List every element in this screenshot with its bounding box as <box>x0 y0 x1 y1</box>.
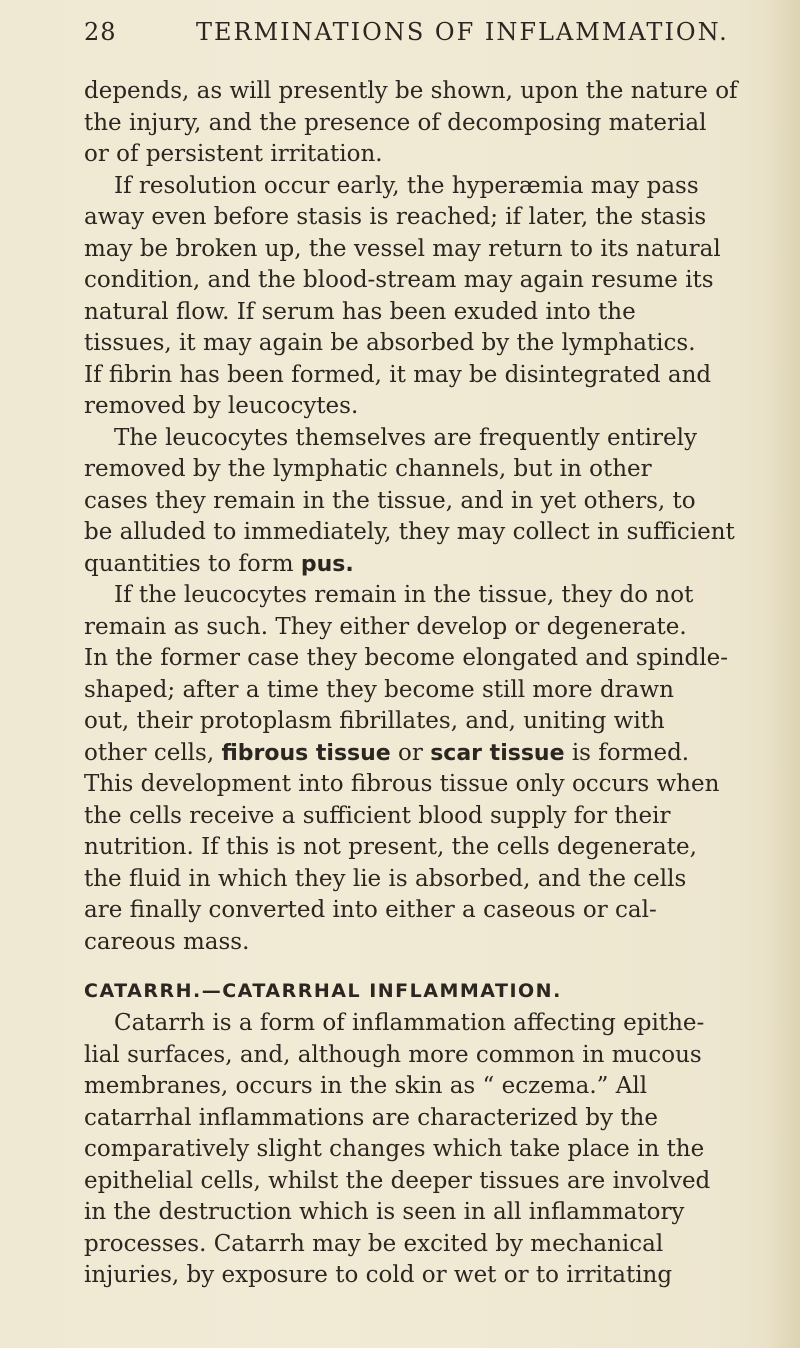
running-title: TERMINATIONS OF INFLAMMATION. <box>196 18 729 46</box>
text-line: If the leucocytes remain in the tissue, they do not <box>114 582 694 608</box>
text-line: nutrition. If this is not present, the cells degenerate, <box>84 834 697 860</box>
text-line: are finally converted into either a caseous or cal- <box>84 897 657 923</box>
text-line: shaped; after a time they become still more drawn <box>84 676 674 703</box>
text-line: be alluded to immediately, they may collect in sufficient <box>84 519 735 545</box>
text-line: out, their protoplasm fibrillates, and, uniting with <box>84 708 665 734</box>
text-line: remain as such. They either develop or degenerate. <box>84 613 687 640</box>
text-line: catarrhal inflammations are characterized by the <box>84 1104 658 1131</box>
term-fibrous-tissue: fibrous tissue <box>221 740 391 766</box>
text-line: membranes, occurs in the skin as “ eczema.” All <box>84 1073 648 1099</box>
body-text <box>84 76 774 1292</box>
text-line: the injury, and the presence of decomposing material <box>84 109 707 136</box>
text-line: may be broken up, the vessel may return to its natural <box>84 235 721 262</box>
text-line: In the former case they become elongated and spindle- <box>84 645 729 671</box>
text-line: depends, as will presently be shown, upon the nature of <box>84 78 738 104</box>
text-line: processes. Catarrh may be excited by mechanical <box>84 1230 664 1257</box>
text-line: in the destruction which is seen in all inflammatory <box>84 1199 685 1225</box>
fibrous-line-middle: or <box>390 739 431 766</box>
term-pus: pus. <box>300 551 354 577</box>
fibrous-line-prefix: other cells, <box>84 739 222 766</box>
text-line: If fibrin has been formed, it may be disintegrated and <box>84 361 712 388</box>
text-line: the cells receive a sufficient blood supply for their <box>84 802 671 829</box>
running-head <box>84 18 764 50</box>
paragraph-leucocytes <box>84 423 774 581</box>
text-line-pus <box>84 549 774 581</box>
text-line: removed by the lymphatic channels, but in other <box>84 456 652 482</box>
page-edge-shading <box>772 0 800 1348</box>
paragraph-catarrh <box>84 1008 774 1292</box>
text-line-fibrous <box>84 738 774 770</box>
text-line: epithelial cells, whilst the deeper tissues are involved <box>84 1167 711 1194</box>
paragraph-resolution <box>84 76 774 423</box>
text-line: cases they remain in the tissue, and in yet others, to <box>84 487 696 514</box>
paragraph-fibrous <box>84 580 774 958</box>
text-line: The leucocytes themselves are frequently entirely <box>114 424 697 451</box>
text-line: careous mass. <box>84 928 250 955</box>
page-number: 28 <box>84 18 117 46</box>
text-line: This development into fibrous tissue only occurs when <box>84 771 720 797</box>
pus-line-prefix: quantities to form <box>84 550 301 577</box>
text-line: or of persistent irritation. <box>84 141 383 167</box>
section-heading: CATARRH.—CATARRHAL INFLAMMATION. <box>84 980 562 1002</box>
term-scar-tissue: scar tissue <box>430 740 565 766</box>
text-line: condition, and the blood-stream may again resume its <box>84 267 714 293</box>
text-line: removed by leucocytes. <box>84 393 359 419</box>
text-line: injuries, by exposure to cold or wet or to irritating <box>84 1262 673 1288</box>
text-line: comparatively slight changes which take place in the <box>84 1136 705 1162</box>
text-line: lial surfaces, and, although more common in mucous <box>84 1041 702 1068</box>
text-line: the fluid in which they lie is absorbed, and the cells <box>84 865 687 892</box>
fibrous-line-suffix: is formed. <box>564 739 690 766</box>
text-line: away even before stasis is reached; if later, the stasis <box>84 204 707 230</box>
text-line: tissues, it may again be absorbed by the lymphatics. <box>84 330 696 356</box>
text-line: natural flow. If serum has been exuded into the <box>84 298 636 325</box>
text-line: Catarrh is a form of inflammation affecting epithe- <box>114 1010 705 1036</box>
text-line: If resolution occur early, the hyperæmia may pass <box>114 172 699 199</box>
